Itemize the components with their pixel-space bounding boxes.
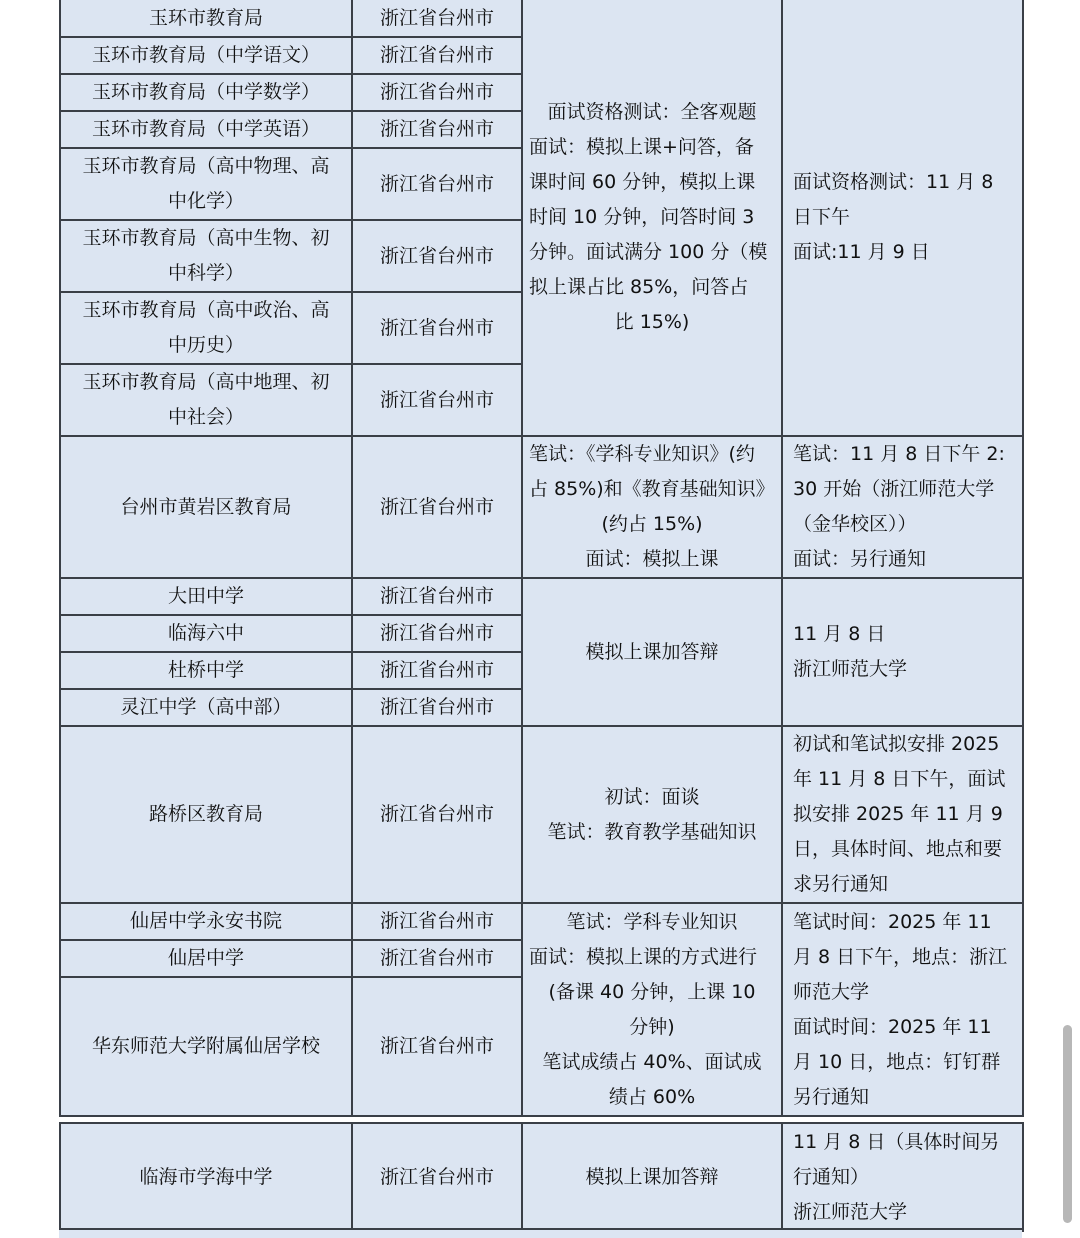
- location-cell: 浙江省台州市: [352, 578, 522, 615]
- unit-cell: 仙居中学永安书院: [60, 903, 352, 940]
- location-cell: 浙江省台州市: [352, 220, 522, 292]
- location-cell: 浙江省台州市: [352, 689, 522, 726]
- unit-cell: 路桥区教育局: [60, 726, 352, 903]
- location-cell: 浙江省台州市: [352, 726, 522, 903]
- unit-cell: 台州市黄岩区教育局: [60, 436, 352, 578]
- table-row: [60, 903, 1023, 940]
- location-cell: 浙江省台州市: [352, 0, 522, 37]
- method-cell: 模拟上课加答辩: [522, 578, 782, 726]
- unit-cell: 仙居中学: [60, 940, 352, 977]
- unit-cell: 灵江中学（高中部）: [60, 689, 352, 726]
- table-row: [60, 1123, 1023, 1231]
- unit-cell: 玉环市教育局（中学语文）: [60, 37, 352, 74]
- table-row: [60, 578, 1023, 615]
- location-cell: 浙江省台州市: [352, 1123, 522, 1231]
- location-cell: 浙江省台州市: [352, 903, 522, 940]
- unit-cell: 玉环市教育局（高中生物、初 中科学）: [60, 220, 352, 292]
- unit-cell: 玉环市教育局（高中物理、高 中化学）: [60, 148, 352, 220]
- time-cell: 11 月 8 日 浙江师范大学: [782, 578, 1023, 726]
- location-cell: 浙江省台州市: [352, 940, 522, 977]
- time-cell: 面试资格测试：11 月 8 日下午 面试:11 月 9 日: [782, 0, 1023, 436]
- method-cell: 面试资格测试：全客观题 面试：模拟上课+问答，备 课时间 60 分钟，模拟上课 时间 10 分钟，问答时间 3 分钟。面试满分 100 分（模 拟上课占比 85%，问答占 比 15%): [522, 0, 782, 436]
- recruitment-table-continued: [59, 1122, 1024, 1232]
- method-cell: 模拟上课加答辩: [522, 1123, 782, 1231]
- location-cell: 浙江省台州市: [352, 74, 522, 111]
- unit-cell: 玉环市教育局（中学英语）: [60, 111, 352, 148]
- table-row: [60, 0, 1023, 37]
- unit-cell: 玉环市教育局（高中地理、初 中社会）: [60, 364, 352, 436]
- location-cell: 浙江省台州市: [352, 111, 522, 148]
- unit-cell: 杜桥中学: [60, 652, 352, 689]
- unit-cell: 玉环市教育局（中学数学）: [60, 74, 352, 111]
- location-cell: 浙江省台州市: [352, 364, 522, 436]
- location-cell: 浙江省台州市: [352, 37, 522, 74]
- unit-cell: 玉环市教育局: [60, 0, 352, 37]
- next-table-row-edge: [59, 1228, 1022, 1238]
- location-cell: 浙江省台州市: [352, 292, 522, 364]
- unit-cell: 大田中学: [60, 578, 352, 615]
- unit-cell: 临海六中: [60, 615, 352, 652]
- time-cell: 初试和笔试拟安排 2025 年 11 月 8 日下午，面试 拟安排 2025 年 11 月 9 日，具体时间、地点和要 求另行通知: [782, 726, 1023, 903]
- location-cell: 浙江省台州市: [352, 436, 522, 578]
- table-row: [60, 726, 1023, 903]
- method-cell: 笔试：《学科专业知识》(约 占 85%)和《教育基础知识》 (约占 15%) 面试：模拟上课: [522, 436, 782, 578]
- time-cell: 11 月 8 日（具体时间另 行通知） 浙江师范大学: [782, 1123, 1023, 1231]
- location-cell: 浙江省台州市: [352, 148, 522, 220]
- recruitment-table: [59, 0, 1024, 1117]
- unit-cell: 临海市学海中学: [60, 1123, 352, 1231]
- time-cell: 笔试时间：2025 年 11 月 8 日下午，地点：浙江 师范大学 面试时间：2025 年 11 月 10 日，地点：钉钉群 另行通知: [782, 903, 1023, 1116]
- location-cell: 浙江省台州市: [352, 615, 522, 652]
- scrollbar[interactable]: [1063, 1025, 1072, 1223]
- method-cell: 初试：面谈 笔试：教育教学基础知识: [522, 726, 782, 903]
- time-cell: 笔试：11 月 8 日下午 2: 30 开始（浙江师范大学 （金华校区）） 面试：另行通知: [782, 436, 1023, 578]
- table-row: [60, 436, 1023, 578]
- unit-cell: 玉环市教育局（高中政治、高 中历史）: [60, 292, 352, 364]
- unit-cell: 华东师范大学附属仙居学校: [60, 977, 352, 1116]
- location-cell: 浙江省台州市: [352, 652, 522, 689]
- method-cell: 笔试：学科专业知识 面试：模拟上课的方式进行 (备课 40 分钟，上课 10 分钟) 笔试成绩占 40%、面试成 绩占 60%: [522, 903, 782, 1116]
- location-cell: 浙江省台州市: [352, 977, 522, 1116]
